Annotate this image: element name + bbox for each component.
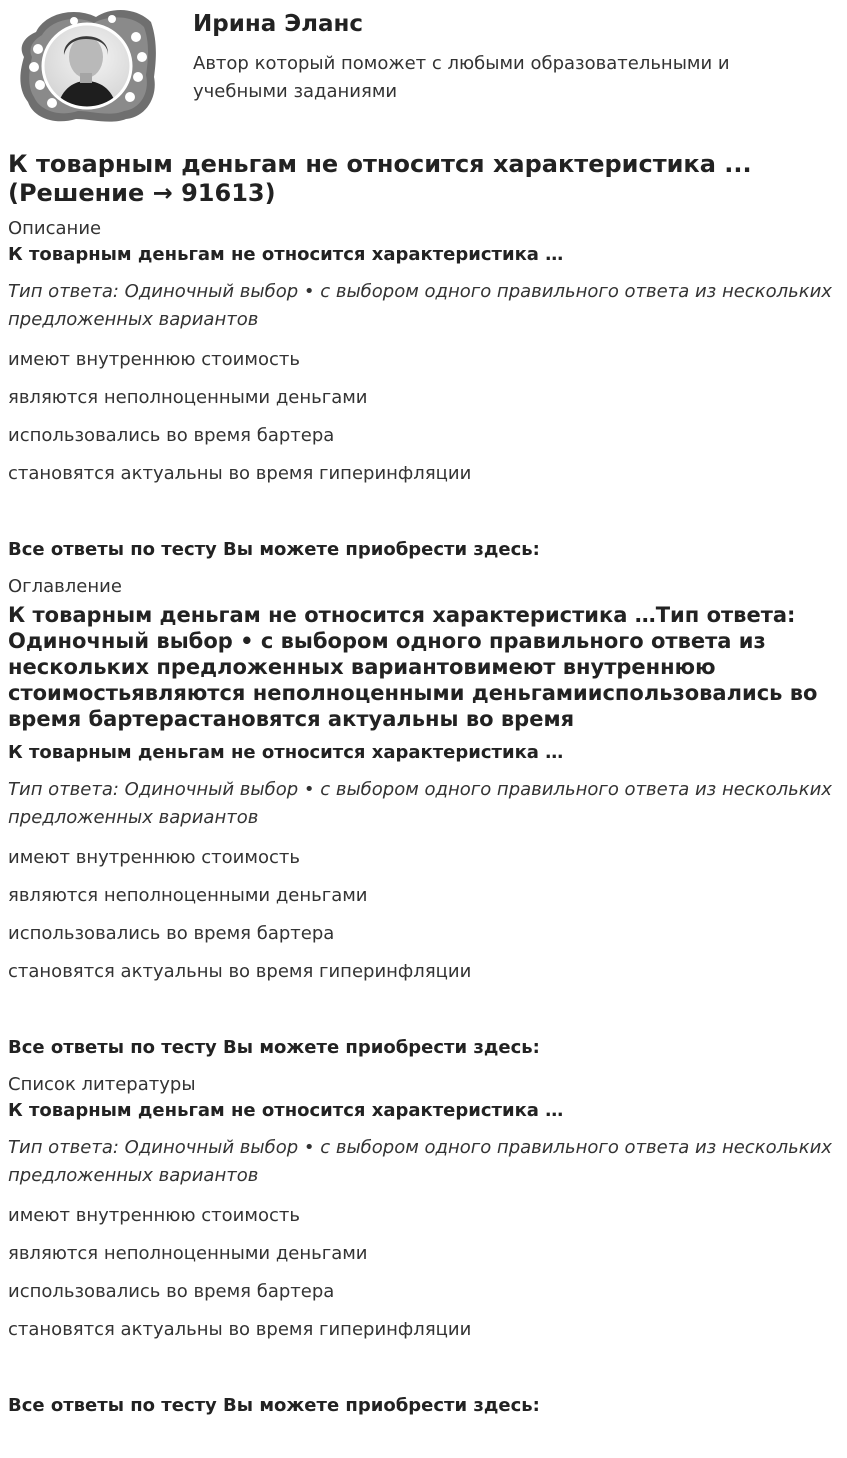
answer-option: являются неполноценными деньгами xyxy=(8,387,368,408)
author-card xyxy=(8,0,839,150)
answer-type-text: Тип ответа: Одиночный выбор • с выбором одного правильного ответа из нескольких предложенных вариантов xyxy=(8,1137,832,1186)
answer-type-text: Тип ответа: Одиночный выбор • с выбором одного правильного ответа из нескольких предложенных вариантов xyxy=(8,281,832,330)
page-title: К товарным деньгам не относится характеристика ... (Решение → 91613) xyxy=(8,150,752,207)
question-text: К товарным деньгам не относится характеристика … xyxy=(8,742,564,763)
answer-type-text: Тип ответа: Одиночный выбор • с выбором одного правильного ответа из нескольких предложенных вариантов xyxy=(8,779,832,828)
answer-option: становятся актуальны во время гиперинфляции xyxy=(8,463,472,484)
buy-answers-text: Все ответы по тесту Вы можете приобрести здесь: xyxy=(8,1037,540,1058)
answer-option: использовались во время бартера xyxy=(8,1281,335,1302)
answer-option: использовались во время бартера xyxy=(8,923,335,944)
section-label-description: Описание xyxy=(8,218,102,239)
answer-option: становятся актуальны во время гиперинфляции xyxy=(8,961,472,982)
answer-option: являются неполноценными деньгами xyxy=(8,1243,368,1264)
buy-answers-text: Все ответы по тесту Вы можете приобрести здесь: xyxy=(8,539,540,560)
answer-option: имеют внутреннюю стоимость xyxy=(8,349,300,370)
answer-option: являются неполноценными деньгами xyxy=(8,885,368,906)
answer-option: имеют внутреннюю стоимость xyxy=(8,847,300,868)
literature-section xyxy=(8,1074,839,1418)
author-avatar[interactable] xyxy=(16,7,158,125)
question-text: К товарным деньгам не относится характеристика … xyxy=(8,1100,564,1121)
question-text: К товарным деньгам не относится характеристика … xyxy=(8,244,564,265)
section-label-toc: Оглавление xyxy=(8,576,122,597)
description-section xyxy=(8,218,839,562)
answer-option: становятся актуальны во время гиперинфляции xyxy=(8,1319,472,1340)
section-label-literature: Список литературы xyxy=(8,1074,196,1095)
author-description: Автор который поможет с любыми образовательными и учебными заданиями xyxy=(193,53,730,102)
answer-option: использовались во время бартера xyxy=(8,425,335,446)
buy-answers-text: Все ответы по тесту Вы можете приобрести здесь: xyxy=(8,1395,540,1416)
answer-option: имеют внутреннюю стоимость xyxy=(8,1205,300,1226)
toc-section xyxy=(8,576,839,1060)
author-name[interactable]: Ирина Эланс xyxy=(193,11,364,37)
toc-heading: К товарным деньгам не относится характеристика …Тип ответа: Одиночный выбор • с выбором одного правильного ответа из нескольких предложенных вариантовимеют внутреннюю стоимостьявляются неполноценными деньгамииспользовались во время бартерастановятся актуальны во время xyxy=(8,603,818,731)
